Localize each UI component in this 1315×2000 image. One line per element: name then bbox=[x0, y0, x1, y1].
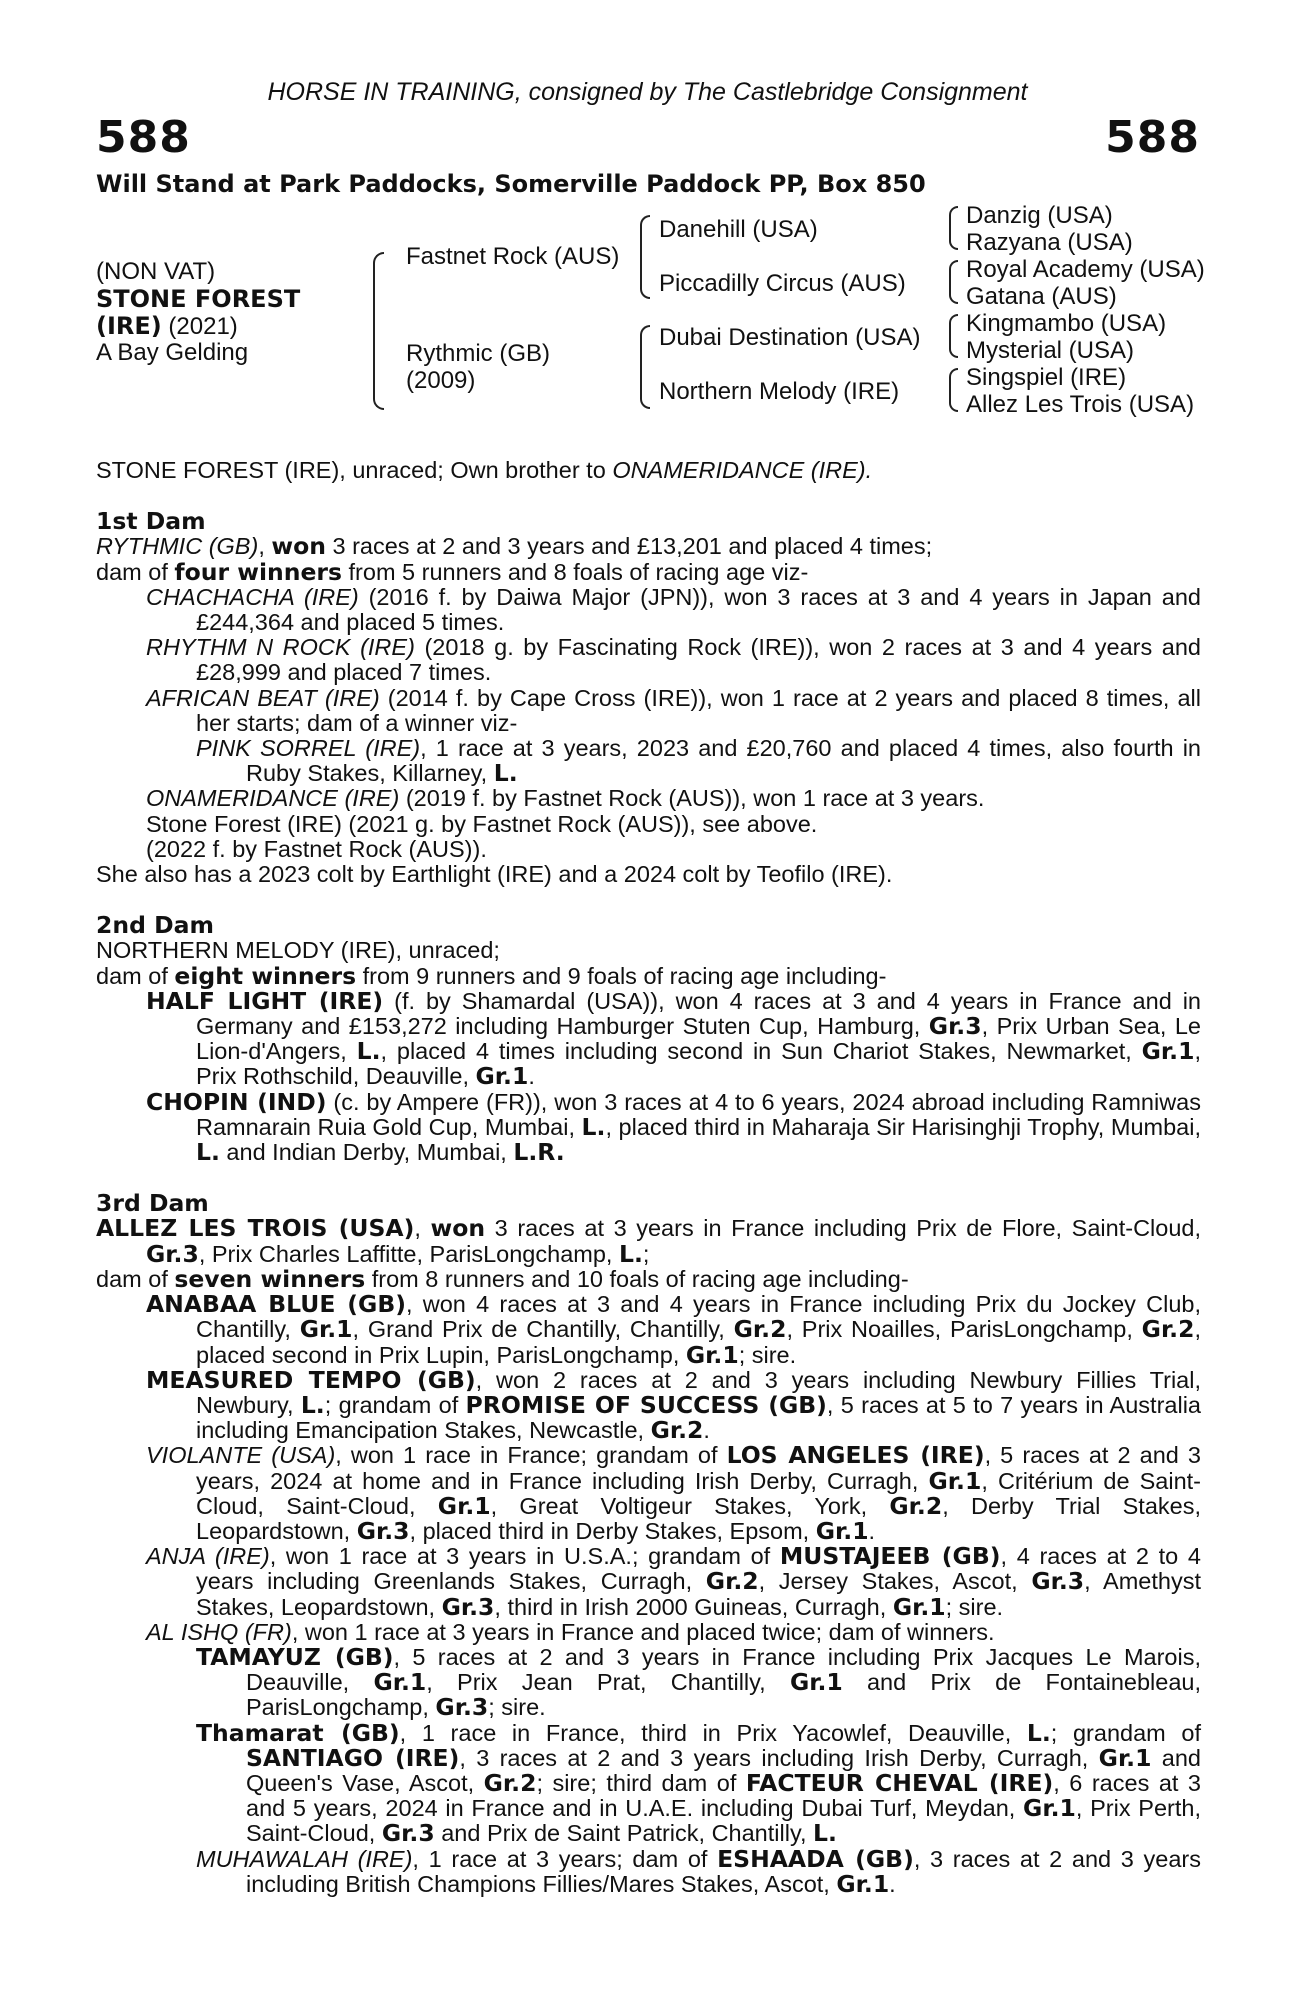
intro-line: STONE FOREST (IRE), unraced; Own brother to ONAMERIDANCE (IRE). bbox=[96, 457, 873, 483]
catalogue-subtitle: HORSE IN TRAINING, consigned by The Castlebridge Consignment bbox=[267, 78, 1028, 106]
horse-year: (2021) bbox=[168, 313, 238, 340]
first-dam-heading: 1st Dam bbox=[96, 507, 206, 536]
second-dam-produce-summary: dam of eight winners from 9 runners and 9 foals of racing age including- bbox=[96, 961, 887, 990]
produce-entry: RHYTHM N ROCK (IRE) (2018 g. by Fascinating Rock (IRE)), won 2 races at 3 and 4 years and £28,999 and placed 7 times. bbox=[146, 634, 1202, 686]
pedigree-g8: Allez Les Trois (USA) bbox=[966, 391, 1195, 418]
produce-entry: HALF LIGHT (IRE) (f. by Shamardal (USA)), won 4 races at 3 and 4 years in France and in Germany and £153,272 including Hamburger Stuten Cup, Hamburg, Gr.3, Prix Urban Sea, Le Lion-d'Angers, L., placed 4 times including second in Sun Chariot Stakes, Newmarket, Gr.1, Prix Rothschild, Deauville, Gr.1. bbox=[146, 986, 1202, 1091]
pedigree-g4: Gatana (AUS) bbox=[966, 283, 1117, 310]
catalogue-body bbox=[96, 458, 1201, 1897]
third-dam-heading: 3rd Dam bbox=[96, 1189, 209, 1218]
pedigree-g2: Razyana (USA) bbox=[966, 229, 1133, 256]
produce-entry: PINK SORREL (IRE), 1 race at 3 years, 2023 and £20,760 and placed 4 times, also fourth in Ruby Stakes, Killarney, L. bbox=[196, 735, 1201, 788]
second-dam-line: NORTHERN MELODY (IRE), unraced; bbox=[96, 937, 500, 964]
brace-g2 bbox=[949, 260, 958, 304]
horse-country-year bbox=[96, 312, 238, 341]
brace-g3 bbox=[949, 314, 958, 358]
pedigree-sire: Fastnet Rock (AUS) bbox=[406, 243, 620, 270]
pedigree-g3: Royal Academy (USA) bbox=[966, 256, 1205, 283]
pedigree-g1: Danzig (USA) bbox=[966, 202, 1113, 229]
first-dam-line: RYTHMIC (GB), won 3 races at 2 and 3 years and £13,201 and placed 4 times; bbox=[96, 532, 933, 561]
produce-entry: TAMAYUZ (GB), 5 races at 2 and 3 years in France including Prix Jacques Le Marois, Deauville, Gr.1, Prix Jean Prat, Chantilly, Gr.1 and Prix de Fontainebleau, ParisLongchamp, Gr.3; sire. bbox=[196, 1642, 1201, 1722]
produce-entry: (2022 f. by Fastnet Rock (AUS)). bbox=[146, 835, 487, 862]
first-dam-produce-summary: dam of four winners from 5 runners and 8 foals of racing age viz- bbox=[96, 557, 809, 586]
horse-name: STONE FOREST bbox=[96, 285, 301, 313]
pedigree-dam: Rythmic (GB) bbox=[406, 340, 550, 367]
produce-entry: ANABAA BLUE (GB), won 4 races at 3 and 4 years in France including Prix du Jockey Club, Chantilly, Gr.1, Grand Prix de Chantilly, Chantilly, Gr.2, Prix Noailles, ParisLongchamp, Gr.2, placed second in Prix Lupin, ParisLongchamp, Gr.1; sire. bbox=[146, 1290, 1201, 1369]
pedigree-g5: Kingmambo (USA) bbox=[966, 310, 1167, 337]
stand-location: Will Stand at Park Paddocks, Somerville Paddock PP, Box 850 bbox=[96, 170, 926, 198]
pedigree-g7: Singspiel (IRE) bbox=[966, 364, 1127, 391]
produce-entry: MEASURED TEMPO (GB), won 2 races at 2 and 3 years including Newbury Fillies Trial, Newbury, L.; grandam of PROMISE OF SUCCESS (GB), 5 races at 5 to 7 years in Australia including Emancipation Stakes, Newcastle, Gr.2. bbox=[146, 1365, 1201, 1445]
produce-entry: Thamarat (GB), 1 race in France, third in Prix Yacowlef, Deauville, L.; grandam of SANTIAGO (IRE), 3 races at 2 and 3 years including Irish Derby, Curragh, Gr.1 and Queen's Vase, Ascot, Gr.2; sire; third dam of FACTEUR CHEVAL (IRE), 6 races at 3 and 5 years, 2024 in France and in U.A.E. including Dubai Turf, Meydan, Gr.1, Prix Perth, Saint-Cloud, Gr.3 and Prix de Saint Patrick, Chantilly, L. bbox=[196, 1718, 1201, 1848]
dam-line-brace bbox=[640, 325, 650, 409]
produce-entry: CHOPIN (IND) (c. by Ampere (FR)), won 3 races at 4 to 6 years, 2024 abroad including Ramniwas Ramnarain Ruia Gold Cup, Mumbai, L., placed third in Maharaja Sir Harisinghji Trophy, Mumbai, L. and Indian Derby, Mumbai, L.R. bbox=[146, 1087, 1202, 1167]
horse-country: (IRE) bbox=[96, 312, 162, 340]
horse-description: A Bay Gelding bbox=[96, 339, 249, 366]
produce-entry: CHACHACHA (IRE) (2016 f. by Daiwa Major (JPN)), won 3 races at 3 and 4 years in Japan and £244,364 and placed 5 times. bbox=[146, 583, 1201, 636]
sire-line-brace bbox=[640, 215, 650, 299]
produce-entry: MUHAWALAH (IRE), 1 race at 3 years; dam of ESHAADA (GB), 3 races at 2 and 3 years including British Champions Fillies/Mares Stakes, Ascot, Gr.1. bbox=[196, 1844, 1202, 1898]
produce-entry: VIOLANTE (USA), won 1 race in France; grandam of LOS ANGELES (IRE), 5 races at 2 and 3 years, 2024 at home and in France including Irish Derby, Curragh, Gr.1, Critérium de Saint-Cloud, Saint-Cloud, Gr.1, Great Voltigeur Stakes, York, Gr.2, Derby Trial Stakes, Leopardstown, Gr.3, placed third in Derby Stakes, Epsom, Gr.1. bbox=[146, 1441, 1202, 1545]
lot-number-right: 588 bbox=[1105, 112, 1200, 163]
second-dam-heading: 2nd Dam bbox=[96, 911, 214, 940]
lot-number-left: 588 bbox=[96, 112, 191, 163]
produce-entry: ONAMERIDANCE (IRE) (2019 f. by Fastnet Rock (AUS)), won 1 race at 3 years. bbox=[146, 785, 985, 812]
vat-status: (NON VAT) bbox=[96, 258, 216, 285]
pedigree-dam-dam: Northern Melody (IRE) bbox=[659, 378, 900, 405]
pedigree-g6: Mysterial (USA) bbox=[966, 337, 1135, 364]
produce-note: She also has a 2023 colt by Earthlight (IRE) and a 2024 colt by Teofilo (IRE). bbox=[96, 861, 893, 888]
pedigree-main-brace bbox=[373, 252, 384, 410]
produce-entry: AL ISHQ (FR), won 1 race at 3 years in France and placed twice; dam of winners. bbox=[146, 1618, 995, 1645]
third-dam-line: ALLEZ LES TROIS (USA), won 3 races at 3 years in France including Prix de Flore, Saint-Cloud, Gr.3, Prix Charles Laffitte, ParisLongchamp, L.; bbox=[96, 1214, 1201, 1268]
pedigree-dam-sire: Dubai Destination (USA) bbox=[659, 324, 921, 351]
produce-entry: ANJA (IRE), won 1 race at 3 years in U.S.A.; grandam of MUSTAJEEB (GB), 4 races at 2 to 4 years including Greenlands Stakes, Curragh, Gr.2, Jersey Stakes, Ascot, Gr.3, Amethyst Stakes, Leopardstown, Gr.3, third in Irish 2000 Guineas, Curragh, Gr.1; sire. bbox=[146, 1542, 1202, 1621]
pedigree-sire-dam: Piccadilly Circus (AUS) bbox=[659, 270, 906, 297]
brother-name: ONAMERIDANCE (IRE). bbox=[612, 457, 873, 483]
brace-g4 bbox=[949, 368, 958, 412]
brace-g1 bbox=[949, 206, 958, 250]
produce-entry: Stone Forest (IRE) (2021 g. by Fastnet Rock (AUS)), see above. bbox=[146, 810, 818, 837]
produce-entry: AFRICAN BEAT (IRE) (2014 f. by Cape Cross (IRE)), won 1 race at 2 years and placed 8 times, all her starts; dam of a winner viz- bbox=[146, 684, 1201, 736]
pedigree-sire-sire: Danehill (USA) bbox=[659, 216, 818, 243]
pedigree-dam-year: (2009) bbox=[406, 367, 476, 394]
third-dam-produce-summary: dam of seven winners from 8 runners and 10 foals of racing age including- bbox=[96, 1264, 909, 1293]
